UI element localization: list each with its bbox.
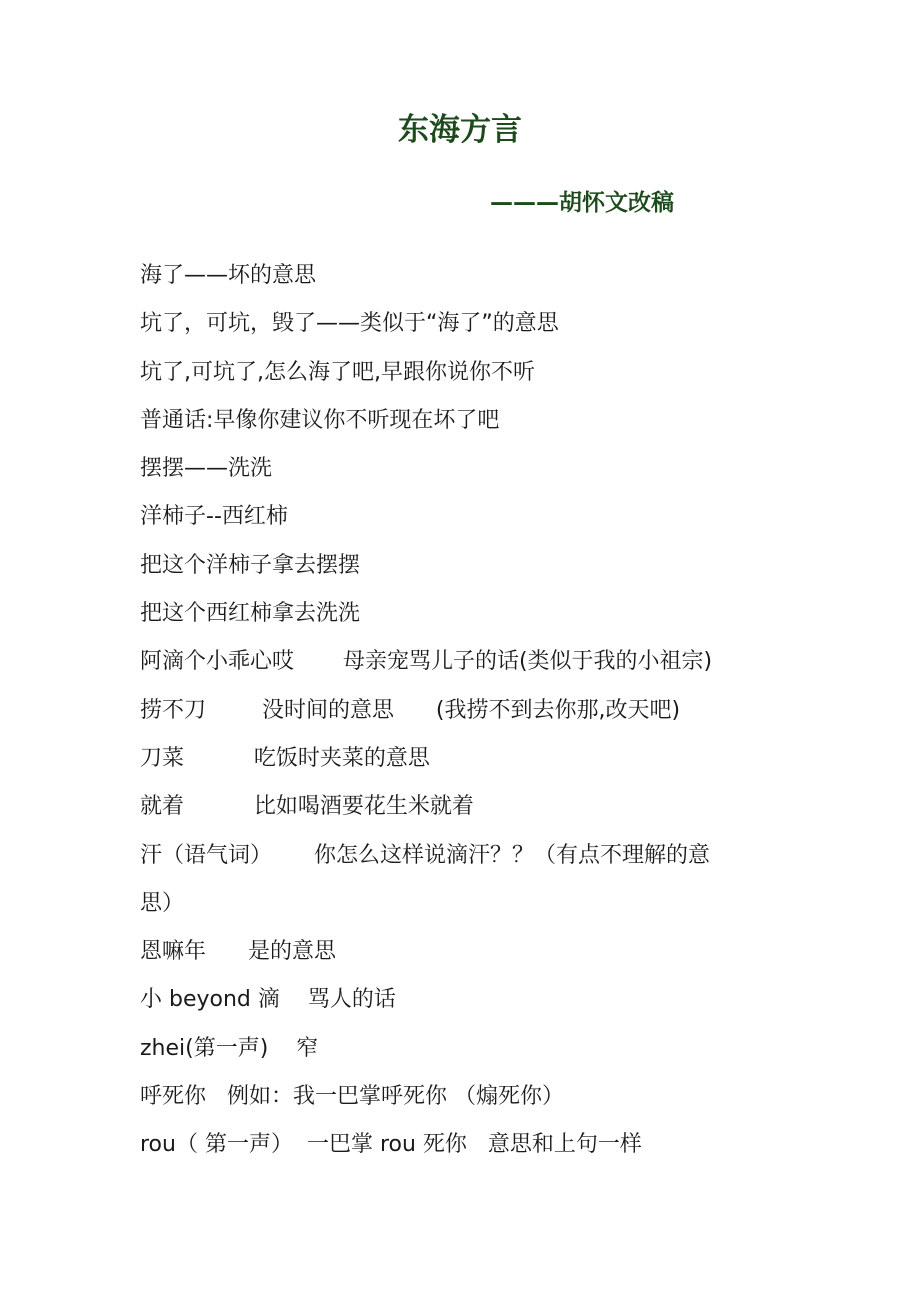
body-line: 捞不刀 没时间的意思 (我捞不到去你那,改天吧) (140, 697, 681, 723)
body-line: 把这个西红柿拿去洗洗 (140, 601, 361, 627)
author-byline: ———胡怀文改稿 (490, 190, 674, 216)
body-line: zhei(第一声) 窄 (140, 1035, 319, 1061)
body-line: 坑了，可坑，毁了——类似于“海了”的意思 (140, 311, 559, 337)
body-line: 洋柿子--西红柿 (140, 504, 288, 530)
body-line: 就着 比如喝酒要花生米就着 (140, 794, 474, 820)
body-line: 刀菜 吃饭时夹菜的意思 (140, 745, 430, 771)
body-line: 呼死你 例如：我一巴掌呼死你 （煽死你） (140, 1084, 564, 1110)
page-title: 东海方言 (398, 112, 522, 148)
body-line: rou（ 第一声） 一巴掌 rou 死你 意思和上句一样 (140, 1132, 642, 1158)
body-line: 汗（语气词） 你怎么这样说滴汗？？（有点不理解的意 (140, 842, 710, 868)
body-line: 阿滴个小乖心哎 母亲宠骂儿子的话(类似于我的小祖宗) (140, 649, 713, 675)
body-line: 思） (140, 890, 185, 916)
body-line: 海了——坏的意思 (140, 263, 317, 288)
body-line: 把这个洋柿子拿去摆摆 (140, 552, 361, 578)
body-line: 坑了,可坑了,怎么海了吧,早跟你说你不听 (140, 359, 535, 385)
body-line: 恩嘛年 是的意思 (140, 939, 336, 965)
body-line: 普通话:早像你建议你不听现在坏了吧 (140, 407, 500, 433)
document-body (140, 252, 790, 1170)
body-line: 小 beyond 滴 骂人的话 (140, 987, 396, 1013)
body-line: 摆摆——洗洗 (140, 456, 273, 482)
